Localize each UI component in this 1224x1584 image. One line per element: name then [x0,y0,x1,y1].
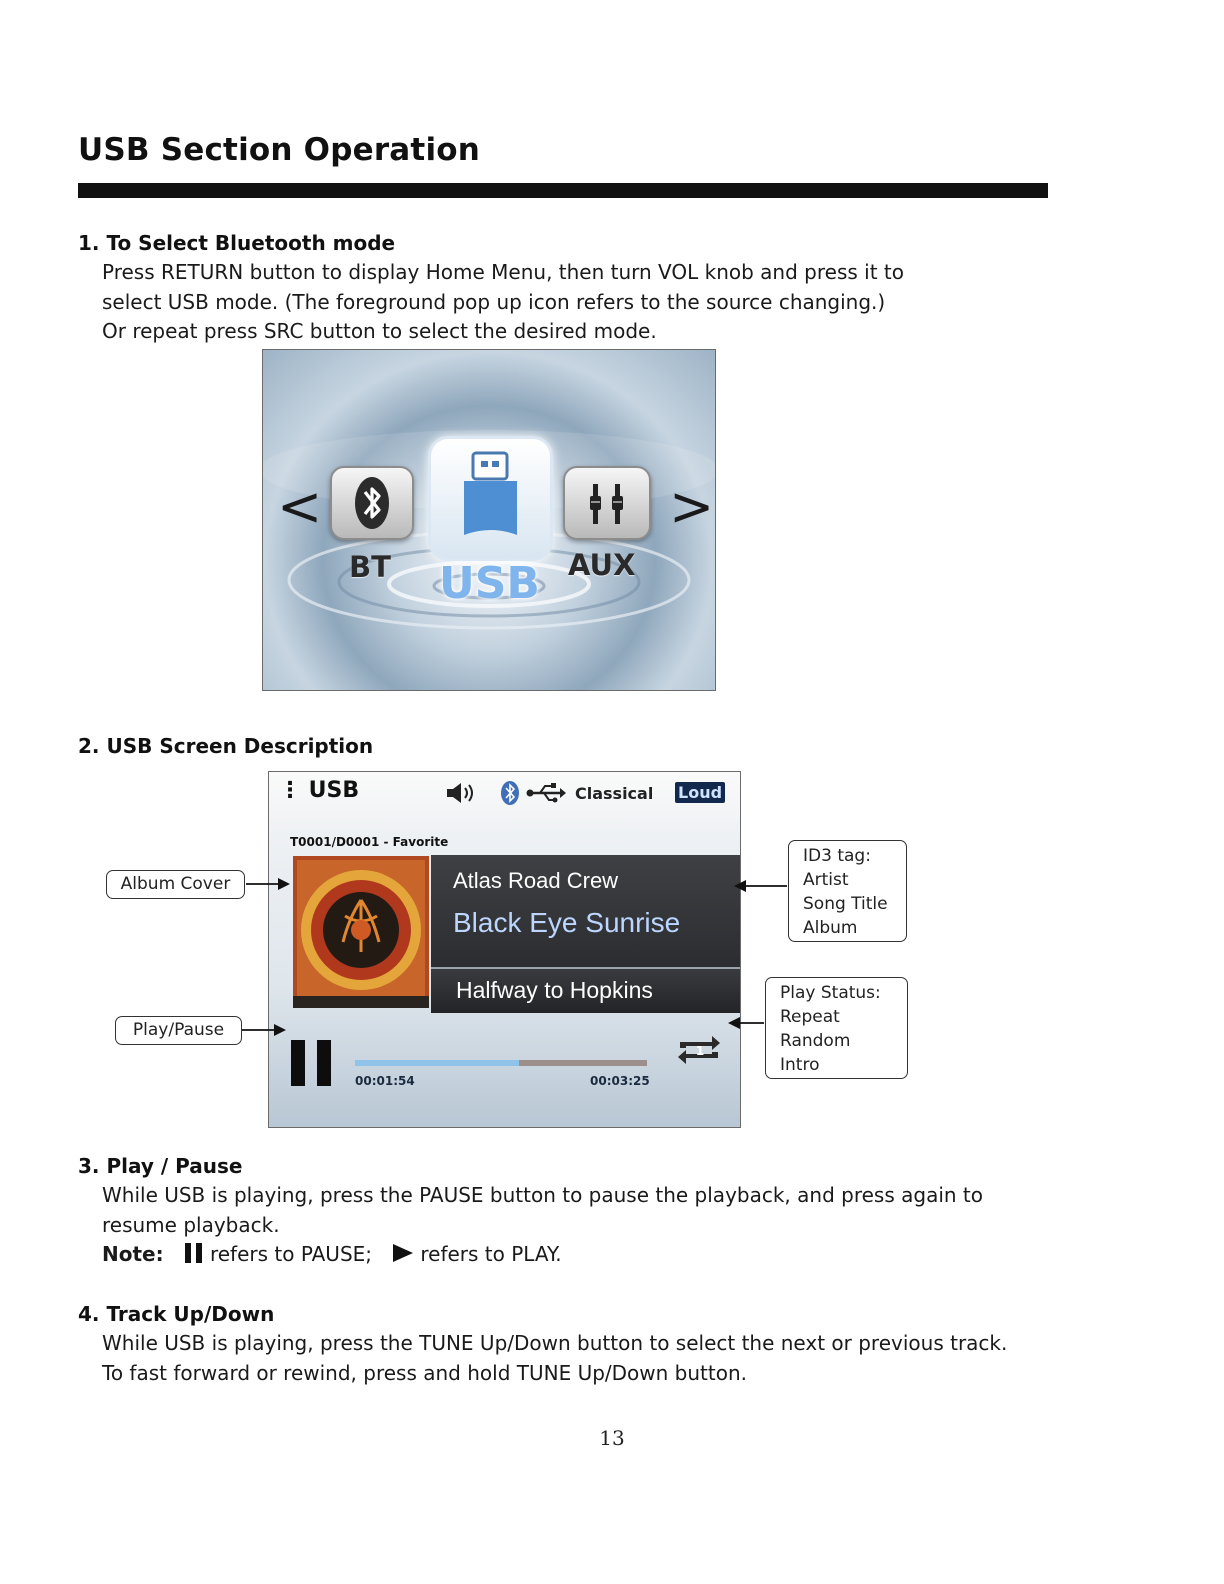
bluetooth-icon [332,468,412,538]
home-menu-figure [262,349,716,691]
section-1-line: Or repeat press SRC button to select the desired mode. [102,319,657,343]
section-3-note [102,1240,1102,1270]
album-cover-image [293,856,429,1008]
section-3-line: While USB is playing, press the PAUSE button to pause the playback, and press again to [102,1183,983,1207]
artist-name: Atlas Road Crew [453,868,619,893]
usb-screen-figure [268,771,741,1128]
section-1-line: select USB mode. (The foreground pop up icon refers to the source changing.) [102,289,886,314]
menu-item-bt[interactable] [330,466,414,540]
progress-bar-fill [355,1060,519,1066]
section-4-line: To fast forward or rewind, press and hold TUNE Up/Down button. [102,1360,747,1385]
time-total: 00:03:25 [590,1074,650,1088]
pause-icon[interactable] [291,1040,341,1090]
section-4-body [102,1329,1102,1388]
progress-bar[interactable] [355,1060,647,1066]
eq-preset: Classical [575,784,654,803]
menu-item-bt-label: BT [349,550,391,584]
callout-play-pause: Play/Pause [115,1016,242,1045]
callout-status-line: Play Status: [780,983,881,1003]
section-1-heading: 1. To Select Bluetooth mode [78,231,396,255]
note-play-text: refers to PLAY. [420,1242,562,1266]
track-info: T0001/D0001 - Favorite [290,835,449,849]
callout-status-line: Intro [780,1055,820,1075]
source-dots-icon: ⋮ [279,778,301,803]
volume-icon [445,780,481,806]
song-title: Black Eye Sunrise [453,907,681,938]
callout-id3-line: Song Title [803,894,888,914]
note-label: Note: [102,1242,164,1266]
repeat-mode-digit: 1 [695,1044,705,1058]
title-rule [78,183,1048,198]
usb-stick-icon [431,439,550,558]
time-elapsed: 00:01:54 [355,1074,415,1088]
album-name: Halfway to Hopkins [456,977,653,1003]
play-icon [392,1243,414,1263]
section-3-line: resume playback. [102,1212,280,1237]
menu-item-aux[interactable] [563,466,651,540]
section-3-body [102,1181,1102,1270]
section-2-heading: 2. USB Screen Description [78,734,374,758]
callout-album-cover: Album Cover [106,870,245,899]
callout-status-line: Repeat [780,1007,840,1027]
pause-icon [184,1242,204,1264]
section-1-line: Press RETURN button to display Home Menu, then turn VOL knob and press it to [102,260,904,284]
section-3-heading: 3. Play / Pause [78,1154,243,1178]
page-title: USB Section Operation [78,132,481,168]
callout-id3-line: ID3 tag: [803,846,871,866]
source-text: USB [308,778,360,803]
section-1-body [102,258,1102,347]
callout-play-status [765,977,908,1079]
section-4-line: While USB is playing, press the TUNE Up/Down button to select the next or previous track. [102,1331,1008,1355]
bluetooth-status-icon [500,780,520,806]
menu-item-usb-label: USB [439,558,540,609]
usb-status-icon [526,782,566,804]
page-number: 13 [599,1426,625,1450]
menu-next-arrow[interactable]: > [669,475,715,538]
aux-cable-icon [565,468,649,538]
section-4-heading: 4. Track Up/Down [78,1302,275,1326]
source-label [279,778,359,803]
callout-status-line: Random [780,1031,851,1051]
callout-id3-tag [788,840,907,942]
menu-item-usb[interactable] [428,436,553,561]
repeat-one-icon [674,1030,724,1070]
note-pause-text: refers to PAUSE; [209,1242,373,1266]
menu-item-aux-label: AUX [568,548,636,582]
menu-prev-arrow[interactable]: < [277,475,323,538]
callout-id3-line: Album [803,918,858,938]
loud-badge: Loud [675,782,725,803]
callout-id3-line: Artist [803,870,849,890]
